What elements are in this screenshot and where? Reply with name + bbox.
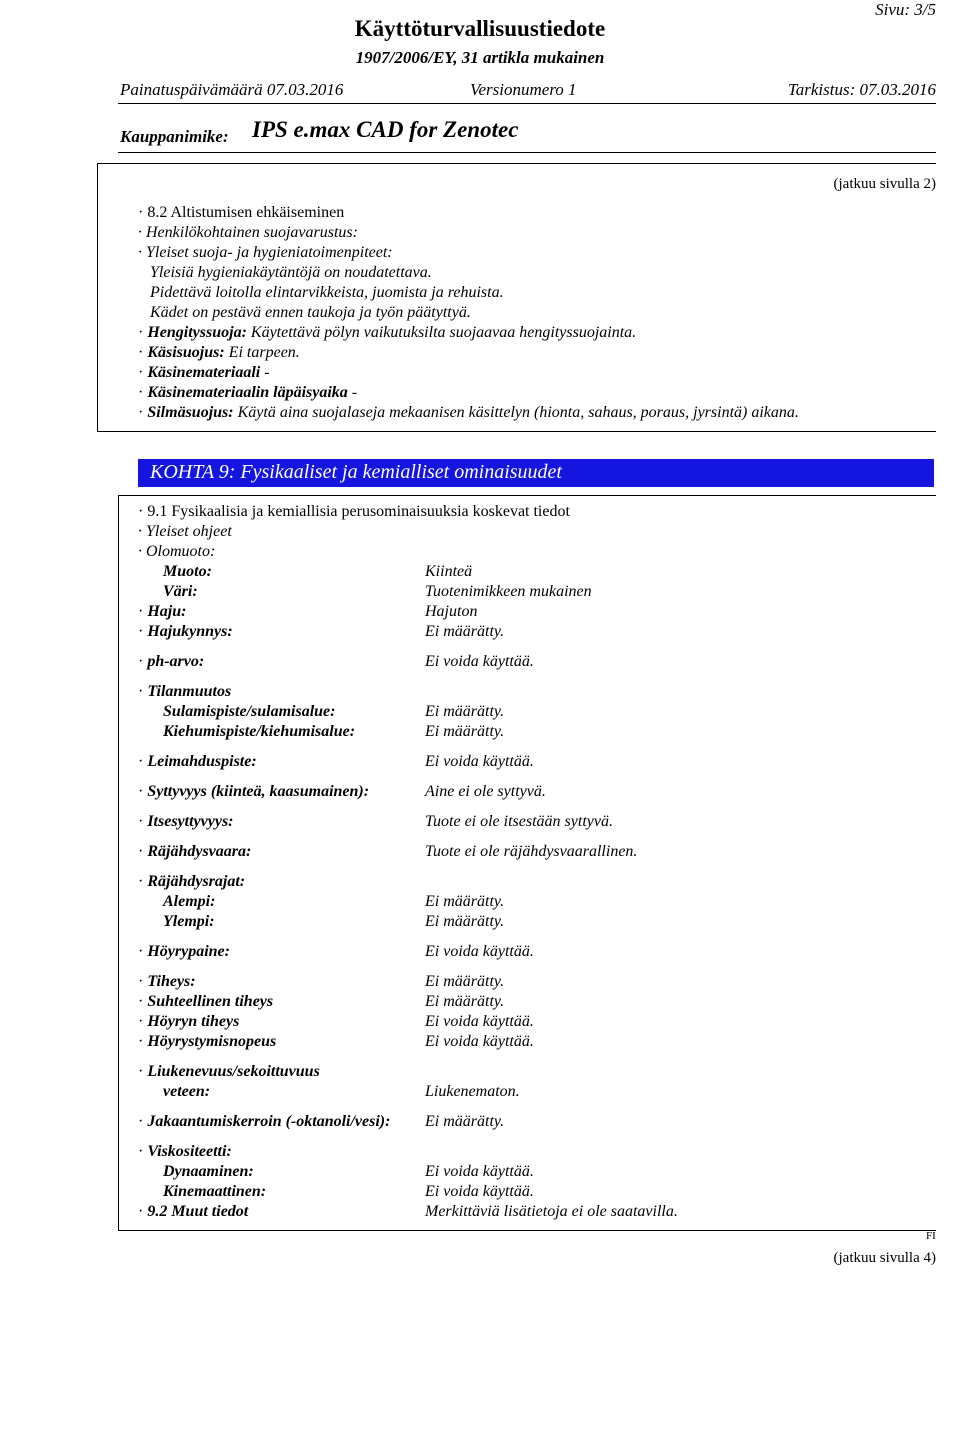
version-number: Versionumero 1	[470, 80, 577, 99]
density-value: Ei määrätty.	[425, 973, 505, 990]
evaporation-row: · Höyrystymisnopeus	[138, 1033, 277, 1050]
solubility-row: · Liukenevuus/sekoittuvuus	[138, 1063, 320, 1080]
header-divider	[118, 103, 936, 104]
water-label: veteen:	[163, 1083, 211, 1100]
trade-name: IPS e.max CAD for Zenotec	[252, 117, 519, 142]
relative-density-value: Ei määrätty.	[425, 993, 505, 1010]
vapor-density-value: Ei voida käyttää.	[425, 1013, 534, 1030]
language-code: FI	[926, 1230, 936, 1242]
color-value: Tuotenimikkeen mukainen	[425, 583, 592, 600]
flash-value: Ei voida käyttää.	[425, 753, 534, 770]
eye-row: · Silmäsuojus: Käytä aina suojalaseja mekaanisen käsittelyn (hionta, sahaus, poraus, jyrsintä) aikana.	[138, 404, 799, 421]
explosion-value: Tuote ei ole räjähdysvaarallinen.	[425, 843, 638, 860]
self-ignition-row: · Itsesyttyvyys:	[138, 813, 234, 830]
density-row: · Tiheys:	[138, 973, 196, 990]
general-line-3: Kädet on pestävä ennen taukoja ja työn päätyttyä.	[150, 304, 471, 321]
color-label: Väri:	[163, 583, 198, 600]
flash-row: · Leimahduspiste:	[138, 753, 257, 770]
general-info: · Yleiset ohjeet	[138, 523, 232, 540]
general-line-1: Yleisiä hygieniakäytäntöjä on noudatettava.	[150, 264, 432, 281]
regulation-subtitle: 1907/2006/EY, 31 artikla mukainen	[355, 48, 605, 67]
respiratory-row: · Hengityssuoja: Käytettävä pölyn vaikutuksilta suojaavaa hengityssuojainta.	[138, 324, 637, 341]
trade-name-label: Kauppanimike:	[120, 127, 229, 146]
relative-density-row: · Suhteellinen tiheys	[138, 993, 274, 1010]
odor-row: · Haju:	[138, 603, 187, 620]
vapor-density-row: · Höyryn tiheys	[138, 1013, 240, 1030]
upper-value: Ei määrätty.	[425, 913, 505, 930]
lower-value: Ei määrätty.	[425, 893, 505, 910]
dynamic-value: Ei voida käyttää.	[425, 1163, 534, 1180]
trade-divider	[118, 152, 936, 153]
boiling-value: Ei määrätty.	[425, 723, 505, 740]
section9-banner: KOHTA 9: Fysikaaliset ja kemialliset ominaisuudet	[138, 459, 934, 487]
partition-value: Ei määrätty.	[425, 1113, 505, 1130]
hand-row: · Käsisuojus: Ei tarpeen.	[138, 344, 300, 361]
appearance-label: · Olomuoto:	[138, 543, 216, 560]
odor-threshold-value: Ei määrätty.	[425, 623, 505, 640]
evaporation-value: Ei voida käyttää.	[425, 1033, 534, 1050]
boiling-label: Kiehumispiste/kiehumisalue:	[163, 723, 356, 740]
general-line-2: Pidettävä loitolla elintarvikkeista, juomista ja rehuista.	[150, 284, 504, 301]
flammability-row: · Syttyvyys (kiinteä, kaasumainen):	[138, 783, 370, 800]
odor-threshold-row: · Hajukynnys:	[138, 623, 233, 640]
revision-date: Tarkistus: 07.03.2016	[787, 80, 936, 99]
flammability-value: Aine ei ole syttyvä.	[425, 783, 546, 800]
partition-row: · Jakaantumiskerroin (-oktanoli/vesi):	[138, 1113, 391, 1130]
self-ignition-value: Tuote ei ole itsestään syttyvä.	[425, 813, 613, 830]
continued-from: (jatkuu sivulla 2)	[833, 176, 936, 192]
print-date: Painatuspäivämäärä 07.03.2016	[120, 80, 344, 99]
state-change-row: · Tilanmuutos	[138, 683, 232, 700]
melting-label: Sulamispiste/sulamisalue:	[163, 703, 336, 720]
other-info-row: · 9.2 Muut tiedot	[138, 1203, 249, 1220]
ph-row: · ph-arvo:	[138, 653, 205, 670]
viscosity-row: · Viskositeetti:	[138, 1143, 232, 1160]
water-value: Liukenematon.	[425, 1083, 520, 1100]
other-info-value: Merkittäviä lisätietoja ei ole saatavilla.	[425, 1203, 678, 1220]
general-measures-label: · Yleiset suoja- ja hygieniatoimenpiteet:	[138, 244, 393, 261]
section9-heading: · 9.1 Fysikaalisia ja kemiallisia perusominaisuuksia koskevat tiedot	[138, 503, 570, 520]
section8-heading: · 8.2 Altistumisen ehkäiseminen	[138, 204, 345, 221]
odor-value: Hajuton	[425, 603, 478, 620]
melting-value: Ei määrätty.	[425, 703, 505, 720]
kinematic-label: Kinemaattinen:	[163, 1183, 267, 1200]
lower-label: Alempi:	[163, 893, 216, 910]
page-number: Sivu: 3/5	[875, 0, 936, 19]
glove-permeation-row: · Käsinemateriaalin läpäisyaika -	[138, 384, 358, 401]
dynamic-label: Dynaaminen:	[163, 1163, 254, 1180]
ph-value: Ei voida käyttää.	[425, 653, 534, 670]
form-value: Kiinteä	[425, 563, 473, 580]
explosion-row: · Räjähdysvaara:	[138, 843, 252, 860]
explosion-limits-row: · Räjähdysrajat:	[138, 873, 246, 890]
document-title: Käyttöturvallisuustiedote	[354, 16, 606, 41]
form-label: Muoto:	[163, 563, 212, 580]
vapor-pressure-row: · Höyrypaine:	[138, 943, 230, 960]
vapor-pressure-value: Ei voida käyttää.	[425, 943, 534, 960]
upper-label: Ylempi:	[163, 913, 215, 930]
ppe-label: · Henkilökohtainen suojavarustus:	[138, 224, 358, 241]
continued-to: (jatkuu sivulla 4)	[833, 1250, 936, 1266]
kinematic-value: Ei voida käyttää.	[425, 1183, 534, 1200]
glove-material-row: · Käsinemateriaali -	[138, 364, 270, 381]
